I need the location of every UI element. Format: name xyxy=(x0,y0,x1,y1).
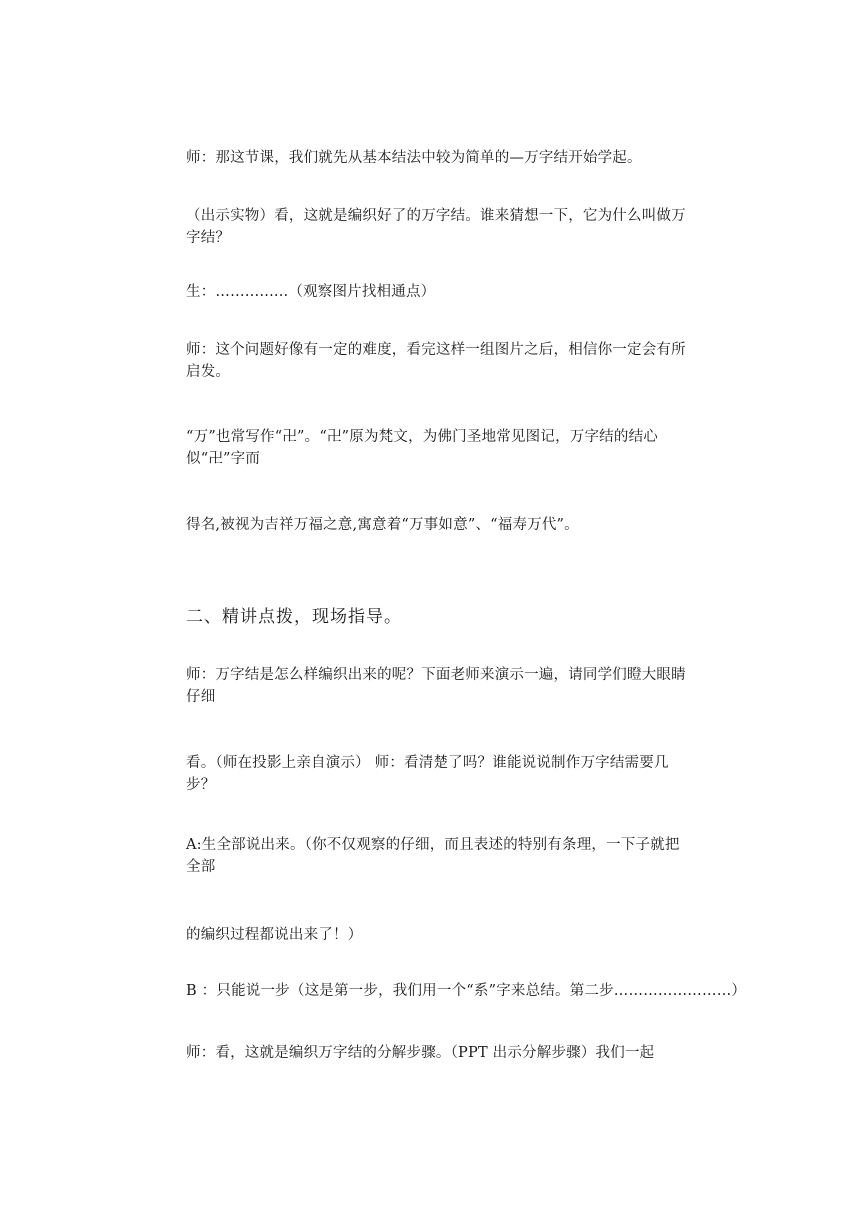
paragraph-intro: 师：那这节课，我们就先从基本结法中较为简单的—万字结开始学起。 xyxy=(186,150,642,166)
paragraph-answer-b: B ：只能说一步（这是第一步，我们用一个“系”字来总结。第二步……………………） xyxy=(186,983,747,999)
paragraph-wan-blessing: 得名,被视为吉祥万福之意,寓意着“万事如意”、“福寿万代”。 xyxy=(186,517,579,533)
paragraph-demo-question: 看。（师在投影上亲自演示） 师：看清楚了吗？谁能说说制作万字结需要几步？ xyxy=(186,755,669,793)
paragraph-teacher-hint: 师：这个问题好像有一定的难度，看完这样一组图片之后，相信你一定会有所启发。 xyxy=(186,342,686,380)
paragraph-demo-intro: 师：万字结是怎么样编织出来的呢？下面老师来演示一遍，请同学们瞪大眼睛仔细 xyxy=(186,667,686,705)
paragraph-wan-meaning: “万”也常写作“卍”。“卍”原为梵文，为佛门圣地常见图记，万字结的结心似“卍”字而 xyxy=(186,429,658,467)
paragraph-answer-a-cont: 的编织过程都说出来了！） xyxy=(186,927,363,943)
paragraph-show-object: （出示实物）看，这就是编织好了的万字结。谁来猜想一下，它为什么叫做万字结？ xyxy=(186,208,686,246)
paragraph-answer-a: A:生全部说出来。（你不仅观察的仔细，而且表述的特别有条理，一下子就把全部 xyxy=(186,837,680,875)
paragraph-steps: 师：看，这就是编织万字结的分解步骤。（PPT 出示分解步骤）我们一起 xyxy=(186,1045,655,1061)
section-heading-2: 二、精讲点拨，现场指导。 xyxy=(186,607,402,627)
paragraph-student-observe: 生：………......（观察图片找相通点） xyxy=(186,284,436,300)
